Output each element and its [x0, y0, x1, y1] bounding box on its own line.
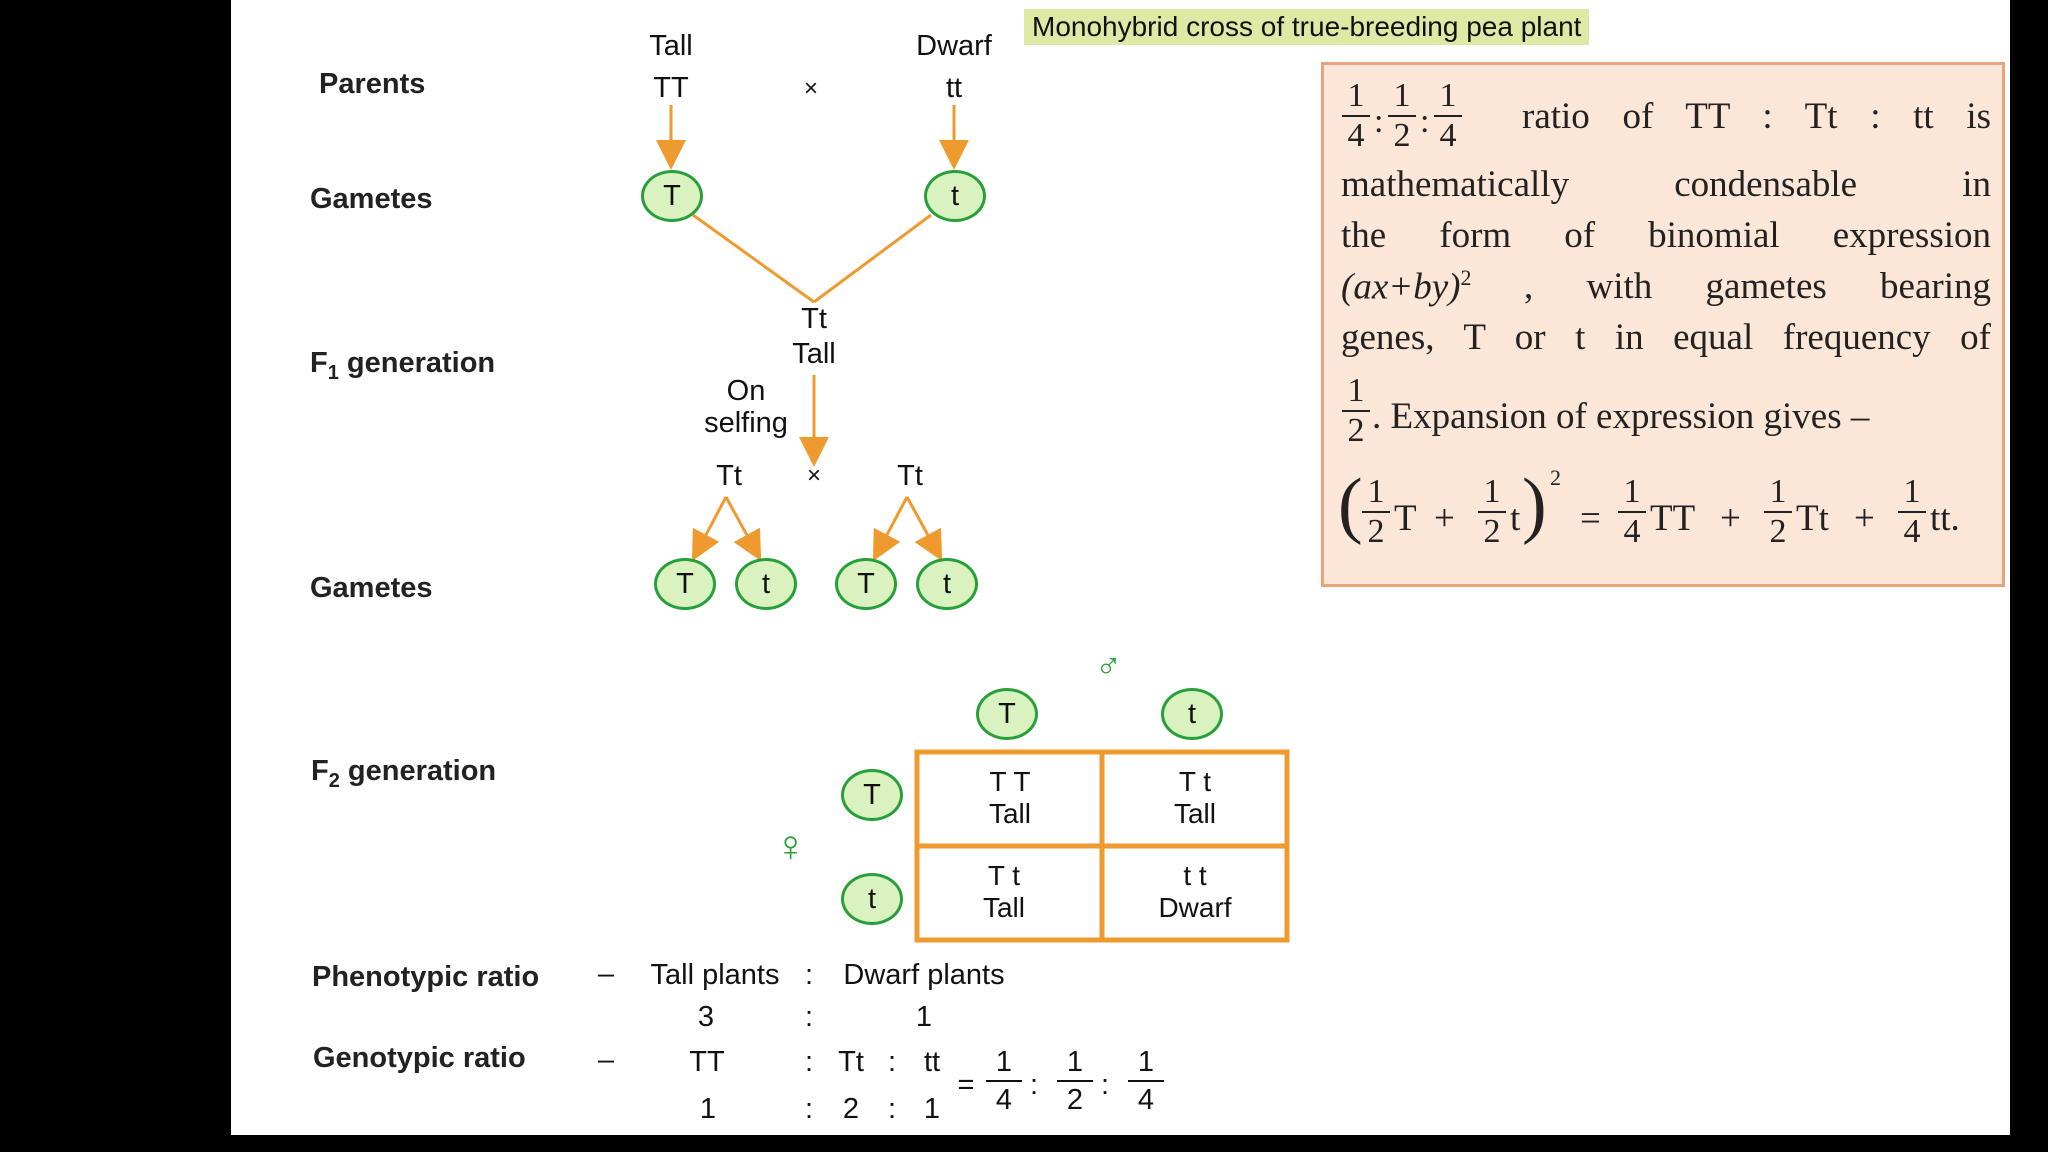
label-gametes-parent: Gametes	[310, 183, 433, 215]
gamete-f1-1: T	[654, 558, 716, 610]
cell-genotype: T t	[1178, 766, 1212, 797]
cell-genotype: T T	[989, 766, 1031, 797]
box-eq-frac-5: 1 4	[1898, 473, 1926, 551]
parent-left-genotype: TT	[653, 72, 689, 104]
f1-cross-sign: ×	[806, 462, 821, 489]
geno-value-2: 2	[842, 1093, 860, 1125]
box-colon-1: :	[1374, 103, 1384, 140]
geno-TT: TT	[689, 1046, 725, 1078]
label-f2-generation: $F_2$ generation	[311, 755, 497, 792]
label-gametes-f1: Gametes	[310, 572, 433, 604]
box-eq-plus-1: +	[1434, 498, 1455, 539]
cell-phenotype: Dwarf	[1158, 892, 1232, 923]
box-eq-tt: tt.	[1930, 498, 1960, 539]
pheno-colon: :	[804, 959, 814, 991]
parent-right-genotype: tt	[945, 72, 963, 104]
female-symbol: ♀	[774, 822, 807, 871]
box-colon-2: :	[1420, 103, 1430, 140]
gamete-parent-T: T	[641, 170, 703, 222]
box-eq-square: 2	[1550, 465, 1561, 490]
pheno-dash: –	[597, 958, 615, 990]
parent-cross-sign: ×	[803, 75, 818, 102]
cell-phenotype: Tall	[1173, 798, 1216, 829]
punnett-male-gamete-t: t	[1161, 688, 1223, 740]
geno-colon-2: :	[887, 1046, 897, 1078]
geno-tt: tt	[923, 1046, 941, 1078]
f1-cross-right: Tt	[897, 460, 923, 492]
box-eq-equals: =	[1580, 498, 1601, 539]
arrow-gamete-2	[726, 497, 754, 548]
box-eq-plus-3: +	[1854, 498, 1875, 539]
pheno-dwarf-plants: Dwarf plants	[843, 959, 1005, 991]
box-eq-paren-right: )	[1522, 464, 1547, 546]
arrow-gamete-4	[907, 497, 935, 548]
geno-fraction-colon-1: :	[1029, 1069, 1039, 1101]
box-eq-T: T	[1394, 498, 1417, 539]
geno-colon-1: :	[804, 1046, 814, 1078]
geno-value-1: 1	[699, 1093, 717, 1125]
box-eq-frac-2: 1 2	[1478, 473, 1506, 551]
pheno-dwarf-value: 1	[915, 1001, 933, 1033]
f1-phenotype: Tall	[792, 338, 836, 370]
punnett-cell-tt	[1105, 860, 1285, 952]
box-fraction-quarter-2: 1 4	[1434, 77, 1462, 155]
box-line-5: genes, T or t in equal frequency of	[1341, 317, 1991, 358]
gamete-f1-2: t	[735, 558, 797, 610]
label-genotypic-ratio: Genotypic ratio	[313, 1042, 526, 1074]
parent-right-phenotype: Dwarf	[916, 30, 992, 62]
gamete-f1-3: T	[835, 558, 897, 610]
punnett-cell-TT	[920, 766, 1100, 858]
connector-left	[693, 215, 814, 302]
selfing-line-1: On	[726, 375, 766, 407]
geno-value-3: 1	[923, 1093, 941, 1125]
gamete-f1-4: t	[916, 558, 978, 610]
box-binomial-expression: $(ax+by)^2$	[1341, 265, 1472, 308]
box-fraction-quarter-1: 1 4	[1342, 77, 1370, 155]
box-line-2: mathematically condensable in	[1341, 164, 1991, 205]
binomial-info-box	[1321, 62, 2005, 587]
geno-fraction-colon-2: :	[1100, 1069, 1110, 1101]
geno-fraction-3: 1 4	[1128, 1044, 1164, 1118]
box-eq-paren-left: (	[1338, 464, 1363, 546]
box-line-6: . Expansion of expression gives –	[1372, 396, 1870, 437]
f1-genotype: Tt	[801, 303, 827, 335]
parent-left-phenotype: Tall	[649, 30, 693, 62]
connector-right	[814, 215, 931, 302]
geno-fraction-2: 1 2	[1057, 1044, 1093, 1118]
box-eq-t: t	[1510, 498, 1521, 539]
cell-phenotype: Tall	[988, 798, 1031, 829]
punnett-male-gamete-T: T	[976, 688, 1038, 740]
title-tag: Monohybrid cross of true-breeding pea plant	[1024, 9, 1589, 45]
box-eq-frac-1: 1 2	[1362, 473, 1390, 551]
pheno-colon-2: :	[804, 1001, 814, 1033]
f1-cross-left: Tt	[716, 460, 742, 492]
cell-genotype: T t	[987, 860, 1021, 891]
arrow-gamete-3	[880, 497, 907, 548]
punnett-cell-Tt-2	[914, 860, 1094, 952]
box-eq-frac-4: 1 2	[1764, 473, 1792, 551]
cell-genotype: t t	[1183, 860, 1207, 891]
pheno-tall-value: 3	[697, 1001, 715, 1033]
geno-colon-4: :	[887, 1093, 897, 1125]
box-fraction-half-2: 1 2	[1342, 372, 1370, 450]
geno-equals: =	[957, 1069, 975, 1101]
box-eq-plus-2: +	[1720, 498, 1741, 539]
punnett-female-gamete-t: t	[841, 873, 903, 925]
geno-dash: –	[597, 1044, 615, 1076]
box-eq-Tt: Tt	[1796, 498, 1829, 539]
box-line-1: ratio of TT : Tt : tt is	[1522, 96, 1991, 137]
male-symbol: ♂	[1095, 645, 1122, 686]
pheno-tall-plants: Tall plants	[650, 959, 780, 991]
box-eq-frac-3: 1 4	[1618, 473, 1646, 551]
punnett-female-gamete-T: T	[841, 769, 903, 821]
label-parents: Parents	[319, 68, 426, 100]
arrow-gamete-1	[699, 497, 726, 548]
cell-phenotype: Tall	[982, 892, 1025, 923]
label-phenotypic-ratio: Phenotypic ratio	[312, 961, 540, 993]
box-line-4: , with gametes bearing	[1524, 266, 1991, 307]
box-eq-TT: TT	[1650, 498, 1696, 539]
selfing-line-2: selfing	[704, 407, 788, 439]
slide	[231, 0, 2010, 1135]
geno-fraction-1: 1 4	[986, 1044, 1022, 1118]
gamete-parent-t: t	[924, 170, 986, 222]
label-f1-generation: $F_1$ generation	[310, 347, 496, 384]
geno-colon-3: :	[804, 1093, 814, 1125]
box-fraction-half: 1 2	[1388, 77, 1416, 155]
box-line-3: the form of binomial expression	[1341, 215, 1991, 256]
geno-Tt: Tt	[838, 1046, 864, 1078]
punnett-cell-Tt-1	[1105, 766, 1285, 858]
